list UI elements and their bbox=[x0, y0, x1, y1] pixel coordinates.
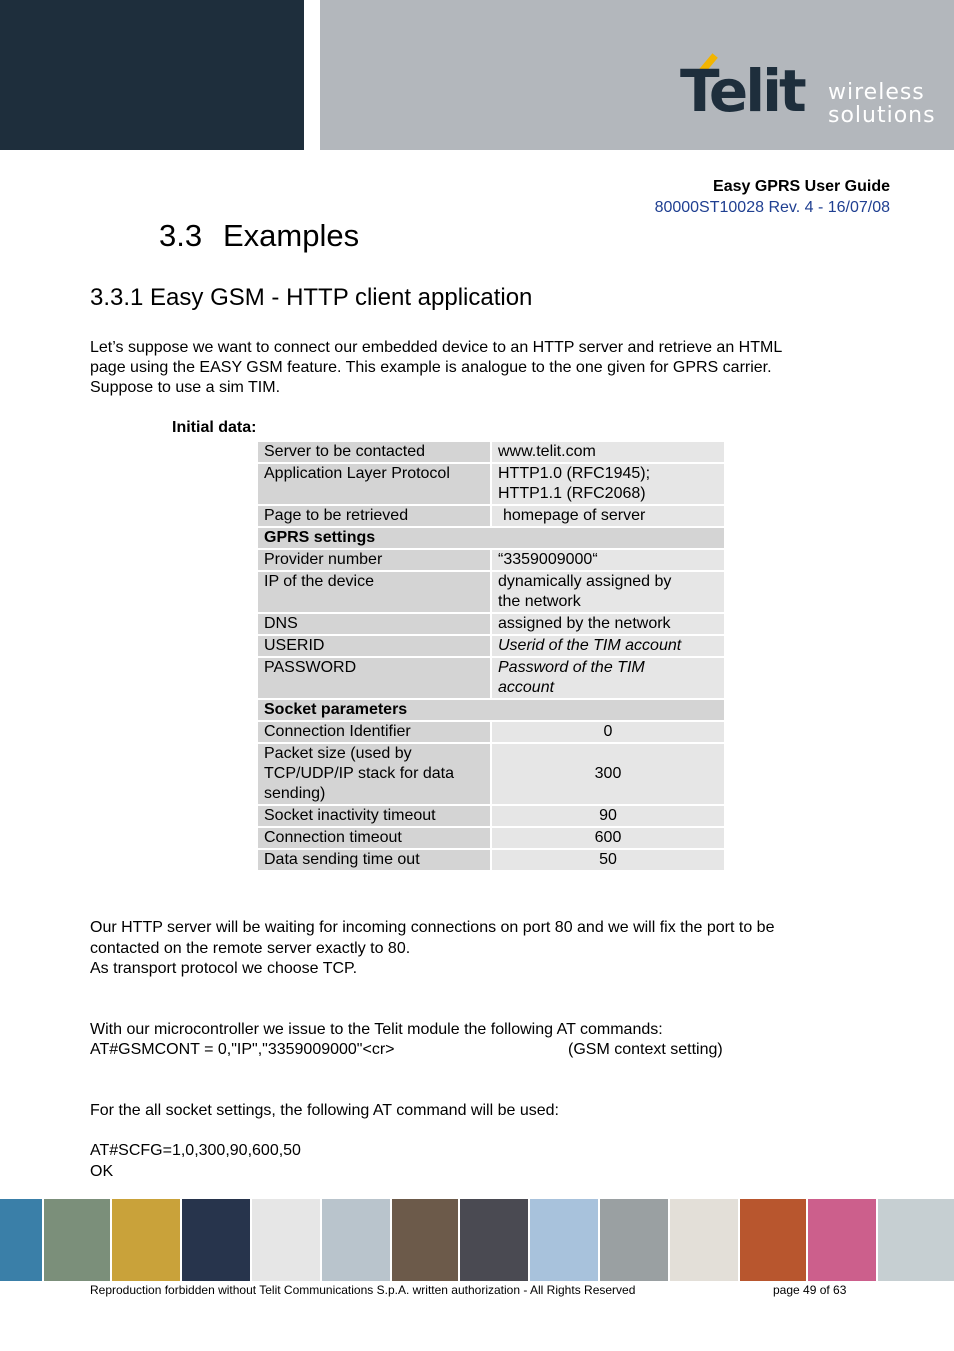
table-row bbox=[257, 805, 725, 827]
table-row bbox=[257, 613, 725, 635]
document-revision: 80000ST10028 Rev. 4 - 16/07/08 bbox=[654, 199, 890, 216]
table-row bbox=[257, 721, 725, 743]
cmd-ok: OK bbox=[90, 1163, 114, 1180]
strip-photo-12 bbox=[740, 1199, 806, 1281]
section-title: Examples bbox=[223, 218, 360, 253]
initial-data-label: Initial data: bbox=[172, 419, 257, 436]
password-value bbox=[491, 657, 725, 699]
ip-label: IP of the device bbox=[257, 571, 491, 613]
provider-value: “3359009000“ bbox=[491, 549, 725, 571]
ip-value-line-2: the network bbox=[498, 593, 581, 610]
alp-value bbox=[491, 463, 725, 505]
strip-photo-5 bbox=[252, 1199, 320, 1281]
server-para-line-3: As transport protocol we choose TCP. bbox=[90, 960, 358, 977]
datasend-label: Data sending time out bbox=[257, 849, 491, 871]
dns-value: assigned by the network bbox=[491, 613, 725, 635]
userid-value: Userid of the TIM account bbox=[491, 635, 725, 657]
strip-photo-3 bbox=[112, 1199, 180, 1281]
strip-photo-4 bbox=[182, 1199, 250, 1281]
connid-value: 0 bbox=[491, 721, 725, 743]
header-banner-dark bbox=[0, 0, 304, 150]
packet-label-line-3: sending) bbox=[264, 785, 326, 802]
server-para-line-2: contacted on the remote server exactly to 80. bbox=[90, 940, 411, 957]
strip-photo-6 bbox=[322, 1199, 390, 1281]
socket-para-line: For the all socket settings, the following AT command will be used: bbox=[90, 1102, 559, 1119]
telit-logo bbox=[676, 48, 936, 132]
strip-photo-11 bbox=[670, 1199, 738, 1281]
table-section-row bbox=[257, 527, 725, 549]
footer-photo-strip bbox=[0, 1199, 954, 1281]
logo-tagline-solutions: solutions bbox=[828, 103, 936, 128]
table-row bbox=[257, 463, 725, 505]
server-label: Server to be contacted bbox=[257, 441, 491, 463]
page-label: Page to be retrieved bbox=[257, 505, 491, 527]
packet-label-line-2: TCP/UDP/IP stack for data bbox=[264, 765, 454, 782]
intro-line-3: Suppose to use a sim TIM. bbox=[90, 379, 281, 396]
table-row bbox=[257, 635, 725, 657]
socket-parameters-header: Socket parameters bbox=[257, 699, 725, 721]
alp-value-line-2: HTTP1.1 (RFC2068) bbox=[498, 485, 646, 502]
cmd-gsmcont: AT#GSMCONT = 0,"IP","3359009000"<cr> bbox=[90, 1041, 395, 1058]
alp-label: Application Layer Protocol bbox=[257, 463, 491, 505]
password-value-line-2: account bbox=[498, 679, 555, 696]
cmd-scfg: AT#SCFG=1,0,300,90,600,50 bbox=[90, 1142, 301, 1159]
password-value-line-1: Password of the TIM bbox=[498, 659, 645, 676]
page-value: homepage of server bbox=[491, 505, 725, 527]
table-row bbox=[257, 743, 725, 805]
subsection-heading: 3.3.1 Easy GSM - HTTP client application bbox=[90, 284, 533, 311]
table-section-row bbox=[257, 699, 725, 721]
dns-label: DNS bbox=[257, 613, 491, 635]
section-heading bbox=[159, 218, 359, 254]
packet-label bbox=[257, 743, 491, 805]
alp-value-line-1: HTTP1.0 (RFC1945); bbox=[498, 465, 651, 482]
inactivity-label: Socket inactivity timeout bbox=[257, 805, 491, 827]
table-row bbox=[257, 571, 725, 613]
table-row bbox=[257, 441, 725, 463]
logo-wordmark: Telit bbox=[680, 57, 804, 125]
document-title: Easy GPRS User Guide bbox=[713, 178, 890, 195]
strip-photo-13 bbox=[808, 1199, 876, 1281]
intro-line-2: page using the EASY GSM feature. This example is analogue to the one given for GPRS carrier. bbox=[90, 359, 772, 376]
intro-line-1: Let’s suppose we want to connect our embedded device to an HTTP server and retrieve an HTML bbox=[90, 339, 783, 356]
table-row bbox=[257, 549, 725, 571]
strip-photo-2 bbox=[44, 1199, 110, 1281]
logo-tagline-wireless: wireless bbox=[828, 80, 925, 105]
strip-photo-8 bbox=[460, 1199, 528, 1281]
cmd-gsmcont-note: (GSM context setting) bbox=[568, 1041, 723, 1058]
table-row bbox=[257, 827, 725, 849]
footer-page-number: page 49 of 63 bbox=[773, 1283, 847, 1297]
packet-label-line-1: Packet size (used by bbox=[264, 745, 412, 762]
section-number: 3.3 bbox=[159, 218, 203, 253]
conntimeout-label: Connection timeout bbox=[257, 827, 491, 849]
server-value: www.telit.com bbox=[491, 441, 725, 463]
table-row bbox=[257, 657, 725, 699]
userid-label: USERID bbox=[257, 635, 491, 657]
gprs-settings-header: GPRS settings bbox=[257, 527, 725, 549]
datasend-value: 50 bbox=[491, 849, 725, 871]
strip-photo-14 bbox=[878, 1199, 954, 1281]
micro-para-line: With our microcontroller we issue to the Telit module the following AT commands: bbox=[90, 1021, 663, 1038]
ip-value-line-1: dynamically assigned by bbox=[498, 573, 672, 590]
strip-photo-9 bbox=[530, 1199, 598, 1281]
connid-label: Connection Identifier bbox=[257, 721, 491, 743]
footer-copyright: Reproduction forbidden without Telit Communications S.p.A. written authorization - All Rights Reserved bbox=[90, 1283, 636, 1297]
password-label: PASSWORD bbox=[257, 657, 491, 699]
strip-photo-1 bbox=[0, 1199, 42, 1281]
conntimeout-value: 600 bbox=[491, 827, 725, 849]
settings-table bbox=[256, 440, 726, 872]
strip-photo-7 bbox=[392, 1199, 458, 1281]
packet-value: 300 bbox=[491, 743, 725, 805]
inactivity-value: 90 bbox=[491, 805, 725, 827]
server-para-line-1: Our HTTP server will be waiting for incoming connections on port 80 and we will fix the port to be bbox=[90, 919, 775, 936]
ip-value bbox=[491, 571, 725, 613]
provider-label: Provider number bbox=[257, 549, 491, 571]
table-row bbox=[257, 849, 725, 871]
table-row bbox=[257, 505, 725, 527]
strip-photo-10 bbox=[600, 1199, 668, 1281]
